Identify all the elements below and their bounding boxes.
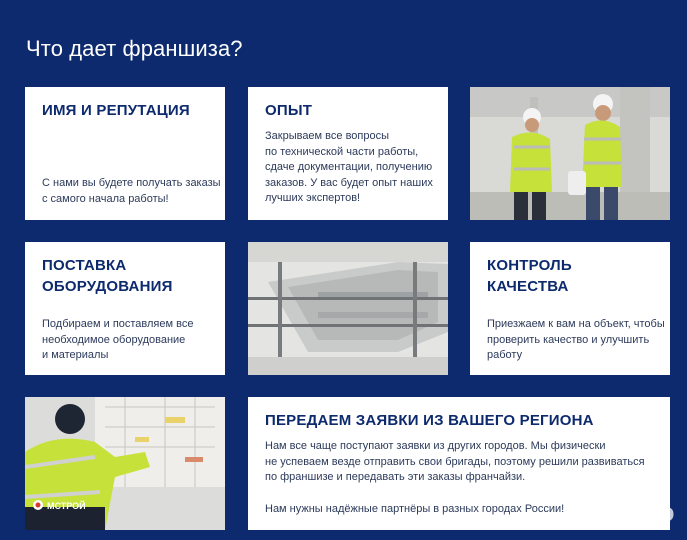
avito-logo-icon (573, 498, 607, 524)
photo-workers-inspection (470, 87, 670, 220)
card-reputation-text-2: с самого начала работы! (42, 192, 169, 205)
card-experience-text-1: Закрываем все вопросы (265, 130, 390, 142)
card-equipment-text-3: и материалы (42, 349, 109, 361)
card-reputation-heading: ИМЯ И РЕПУТАЦИЯ (42, 102, 190, 119)
card-reputation (25, 87, 225, 220)
card-requests-text-1: Нам все чаще поступают заявки из других городов. Мы физически (265, 440, 606, 452)
card-requests-heading: ПЕРЕДАЕМ ЗАЯВКИ ИЗ ВАШЕГО РЕГИОНА (265, 412, 594, 429)
card-equipment-heading-1: ПОСТАВКА (42, 257, 127, 274)
card-requests-text-3: по франшизе и передавать эти заказы франчайзи. (265, 471, 526, 483)
card-requests-text-2: не успеваем везде отправить свои бригады, поэтому решили развиваться (265, 455, 645, 468)
card-requests-text-closing: Нам нужны надёжные партнёры в разных городах России! (265, 503, 565, 515)
card-experience-text-4: заказов. У вас будет опыт наших (265, 176, 433, 189)
avito-watermark: Avito (608, 497, 675, 527)
card-reputation-text-1: С нами вы будете получать заказы (42, 177, 221, 189)
page-title: Что дает франшиза? (26, 36, 243, 61)
card-equipment-heading-2: ОБОРУДОВАНИЯ (42, 278, 173, 295)
card-equipment (25, 242, 225, 375)
card-equipment-text-2: необходимое оборудование (42, 333, 186, 346)
card-experience-text-5: лучших экспертов! (265, 192, 361, 204)
photo-worker-plan (25, 397, 225, 530)
card-quality-text-1: Приезжаем к вам на объект, чтобы (487, 318, 665, 330)
card-experience-text-2: по технической части работы, (265, 145, 419, 158)
workers-logo-text: МСТРОЙ (47, 501, 86, 511)
card-experience-heading: ОПЫТ (265, 102, 313, 119)
card-equipment-text-1: Подбираем и поставляем все (42, 318, 194, 330)
card-quality-text-3: работу (487, 349, 523, 361)
card-quality-heading: КОНТРОЛЬ КАЧЕСТВА (487, 257, 572, 295)
card-quality (470, 242, 670, 375)
card-experience (248, 87, 448, 220)
card-experience-text-3: сдаче документации, получению (265, 161, 433, 173)
photo-ventilation-equipment (248, 242, 448, 375)
card-quality-text-2: проверить качество и улучшить (487, 333, 650, 346)
